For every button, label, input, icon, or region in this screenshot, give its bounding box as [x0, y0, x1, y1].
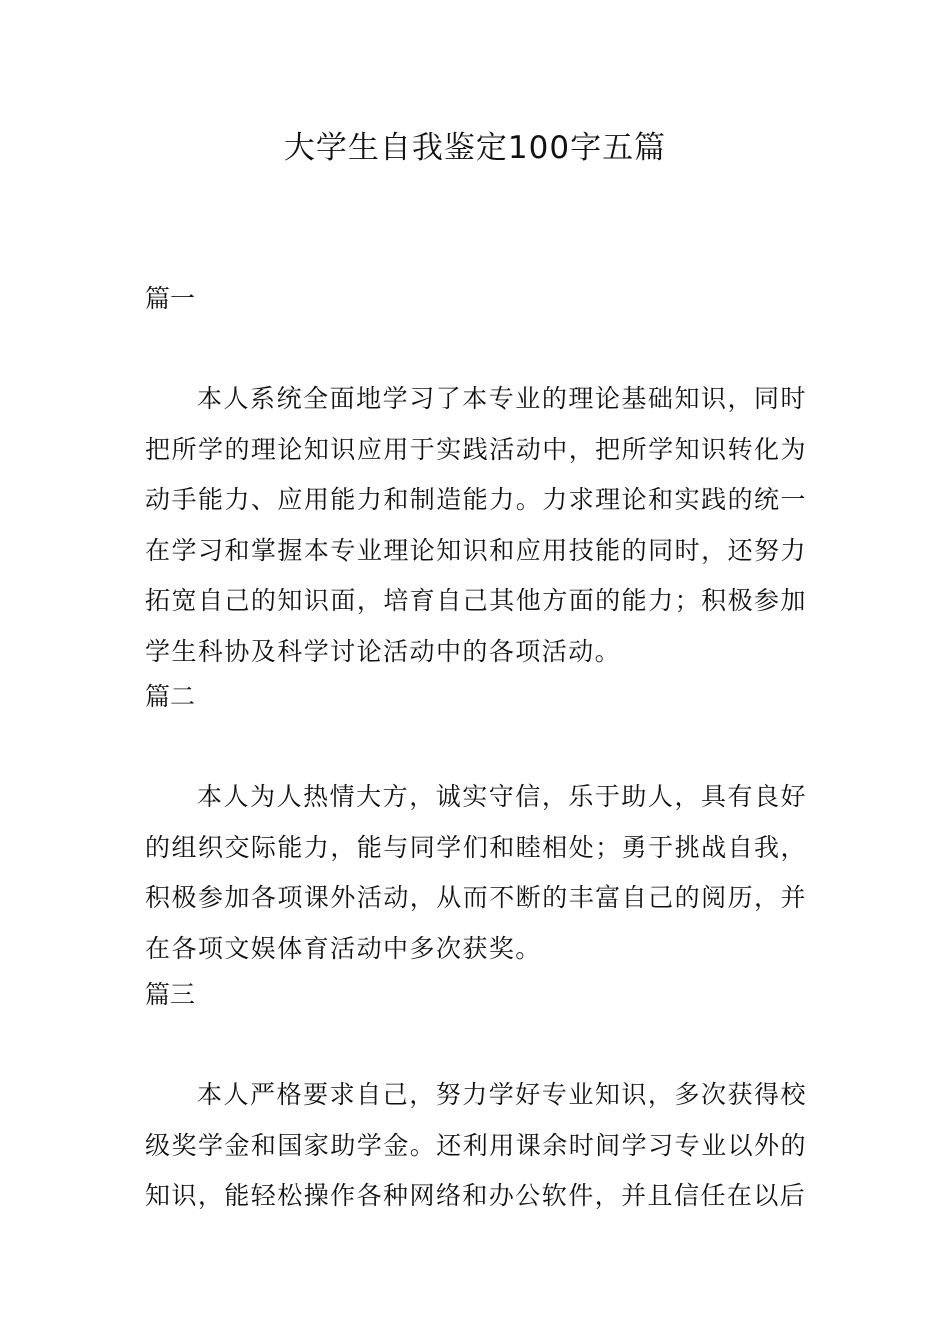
section-paragraph: 本人为人热情大方，诚实守信，乐于助人，具有良好的组织交际能力，能与同学们和睦相处；勇于挑战自我，积极参加各项课外活动，从而不断的丰富自己的阅历，并在各项文娱体育活动中多次获奖。 — [145, 782, 807, 963]
section-heading: 篇一 — [145, 284, 196, 313]
section-heading: 篇二 — [145, 682, 196, 711]
section-heading: 篇三 — [145, 980, 196, 1009]
document-title: 大学生自我鉴定100字五篇 — [283, 130, 667, 166]
section-paragraph: 本人系统全面地学习了本专业的理论基础知识，同时把所学的理论知识应用于实践活动中，把所学知识转化为动手能力、应用能力和制造能力。力求理论和实践的统一在学习和掌握本专业理论知识和应用技能的同时，还努力拓宽自己的知识面，培育自己其他方面的能力；积极参加学生科协及科学讨论活动中的各项活动。 — [145, 384, 807, 666]
section-paragraph: 本人严格要求自己，努力学好专业知识，多次获得校级奖学金和国家助学金。还利用课余时间学习专业以外的知识，能轻松操作各种网络和办公软件，并且信任在以后 — [145, 1080, 807, 1210]
